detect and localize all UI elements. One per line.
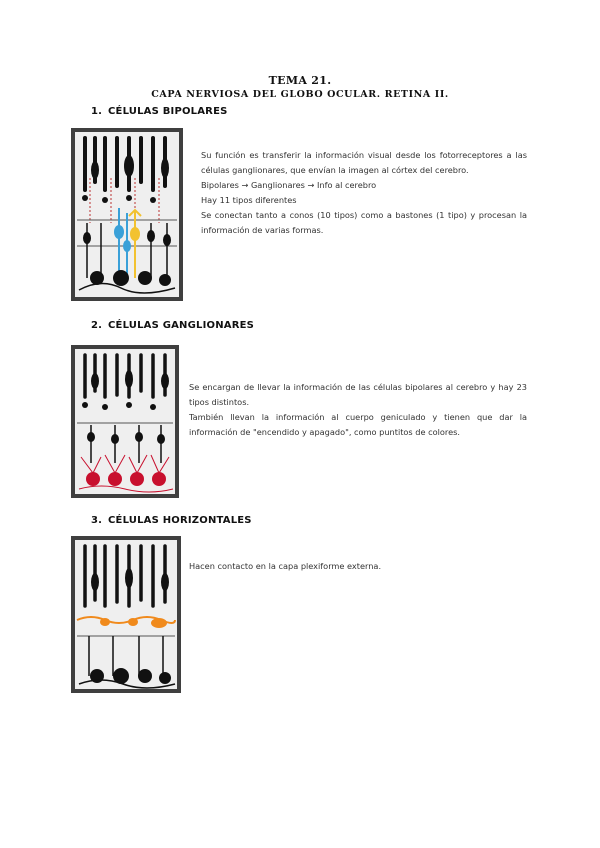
section-heading-ganglionares [91, 320, 254, 331]
paragraph: Se encargan de llevar la información de las células bipolares al cerebro y hay 23 tipos distintos. [189, 382, 527, 407]
paragraph: Bipolares → Ganglionares → Info al cerebro [201, 180, 377, 190]
paragraph: También llevan la información al cuerpo geniculado y tienen que dar la información de "encendido y apagado", como puntitos de colores. [189, 412, 527, 437]
section-number: 1. [91, 106, 103, 117]
paragraph: Se conectan tanto a conos (10 tipos) como a bastones (1 tipo) y procesan la información de varias formas. [201, 210, 527, 235]
retina-figure-horizontal [71, 536, 181, 693]
section-text-ganglionares [189, 380, 527, 440]
section-heading-bipolares [91, 106, 228, 117]
section-title: CÉLULAS HORIZONTALES [108, 515, 252, 526]
section-text-bipolares [201, 148, 527, 238]
retina-illustration [71, 345, 179, 498]
section-number: 3. [91, 515, 103, 526]
section-number: 2. [91, 320, 103, 331]
retina-figure-bipolar [71, 128, 183, 301]
section-text-horizontales [189, 559, 527, 574]
retina-illustration [71, 536, 181, 693]
paragraph: Hay 11 tipos diferentes [201, 195, 297, 205]
paragraph: Su función es transferir la información visual desde los fotorreceptores a las células ganglionares, que envían la imagen al córtex del cerebro. [201, 150, 527, 175]
section-title: CÉLULAS GANGLIONARES [108, 320, 255, 331]
retina-illustration [71, 128, 183, 301]
retina-figure-ganglion [71, 345, 179, 498]
page-title: TEMA 21. [268, 74, 332, 87]
section-heading-horizontales [91, 515, 252, 526]
section-title: CÉLULAS BIPOLARES [108, 106, 228, 117]
paragraph: Hacen contacto en la capa plexiforme externa. [189, 561, 382, 571]
page-subtitle: CAPA NERVIOSA DEL GLOBO OCULAR. RETINA II. [151, 89, 449, 100]
